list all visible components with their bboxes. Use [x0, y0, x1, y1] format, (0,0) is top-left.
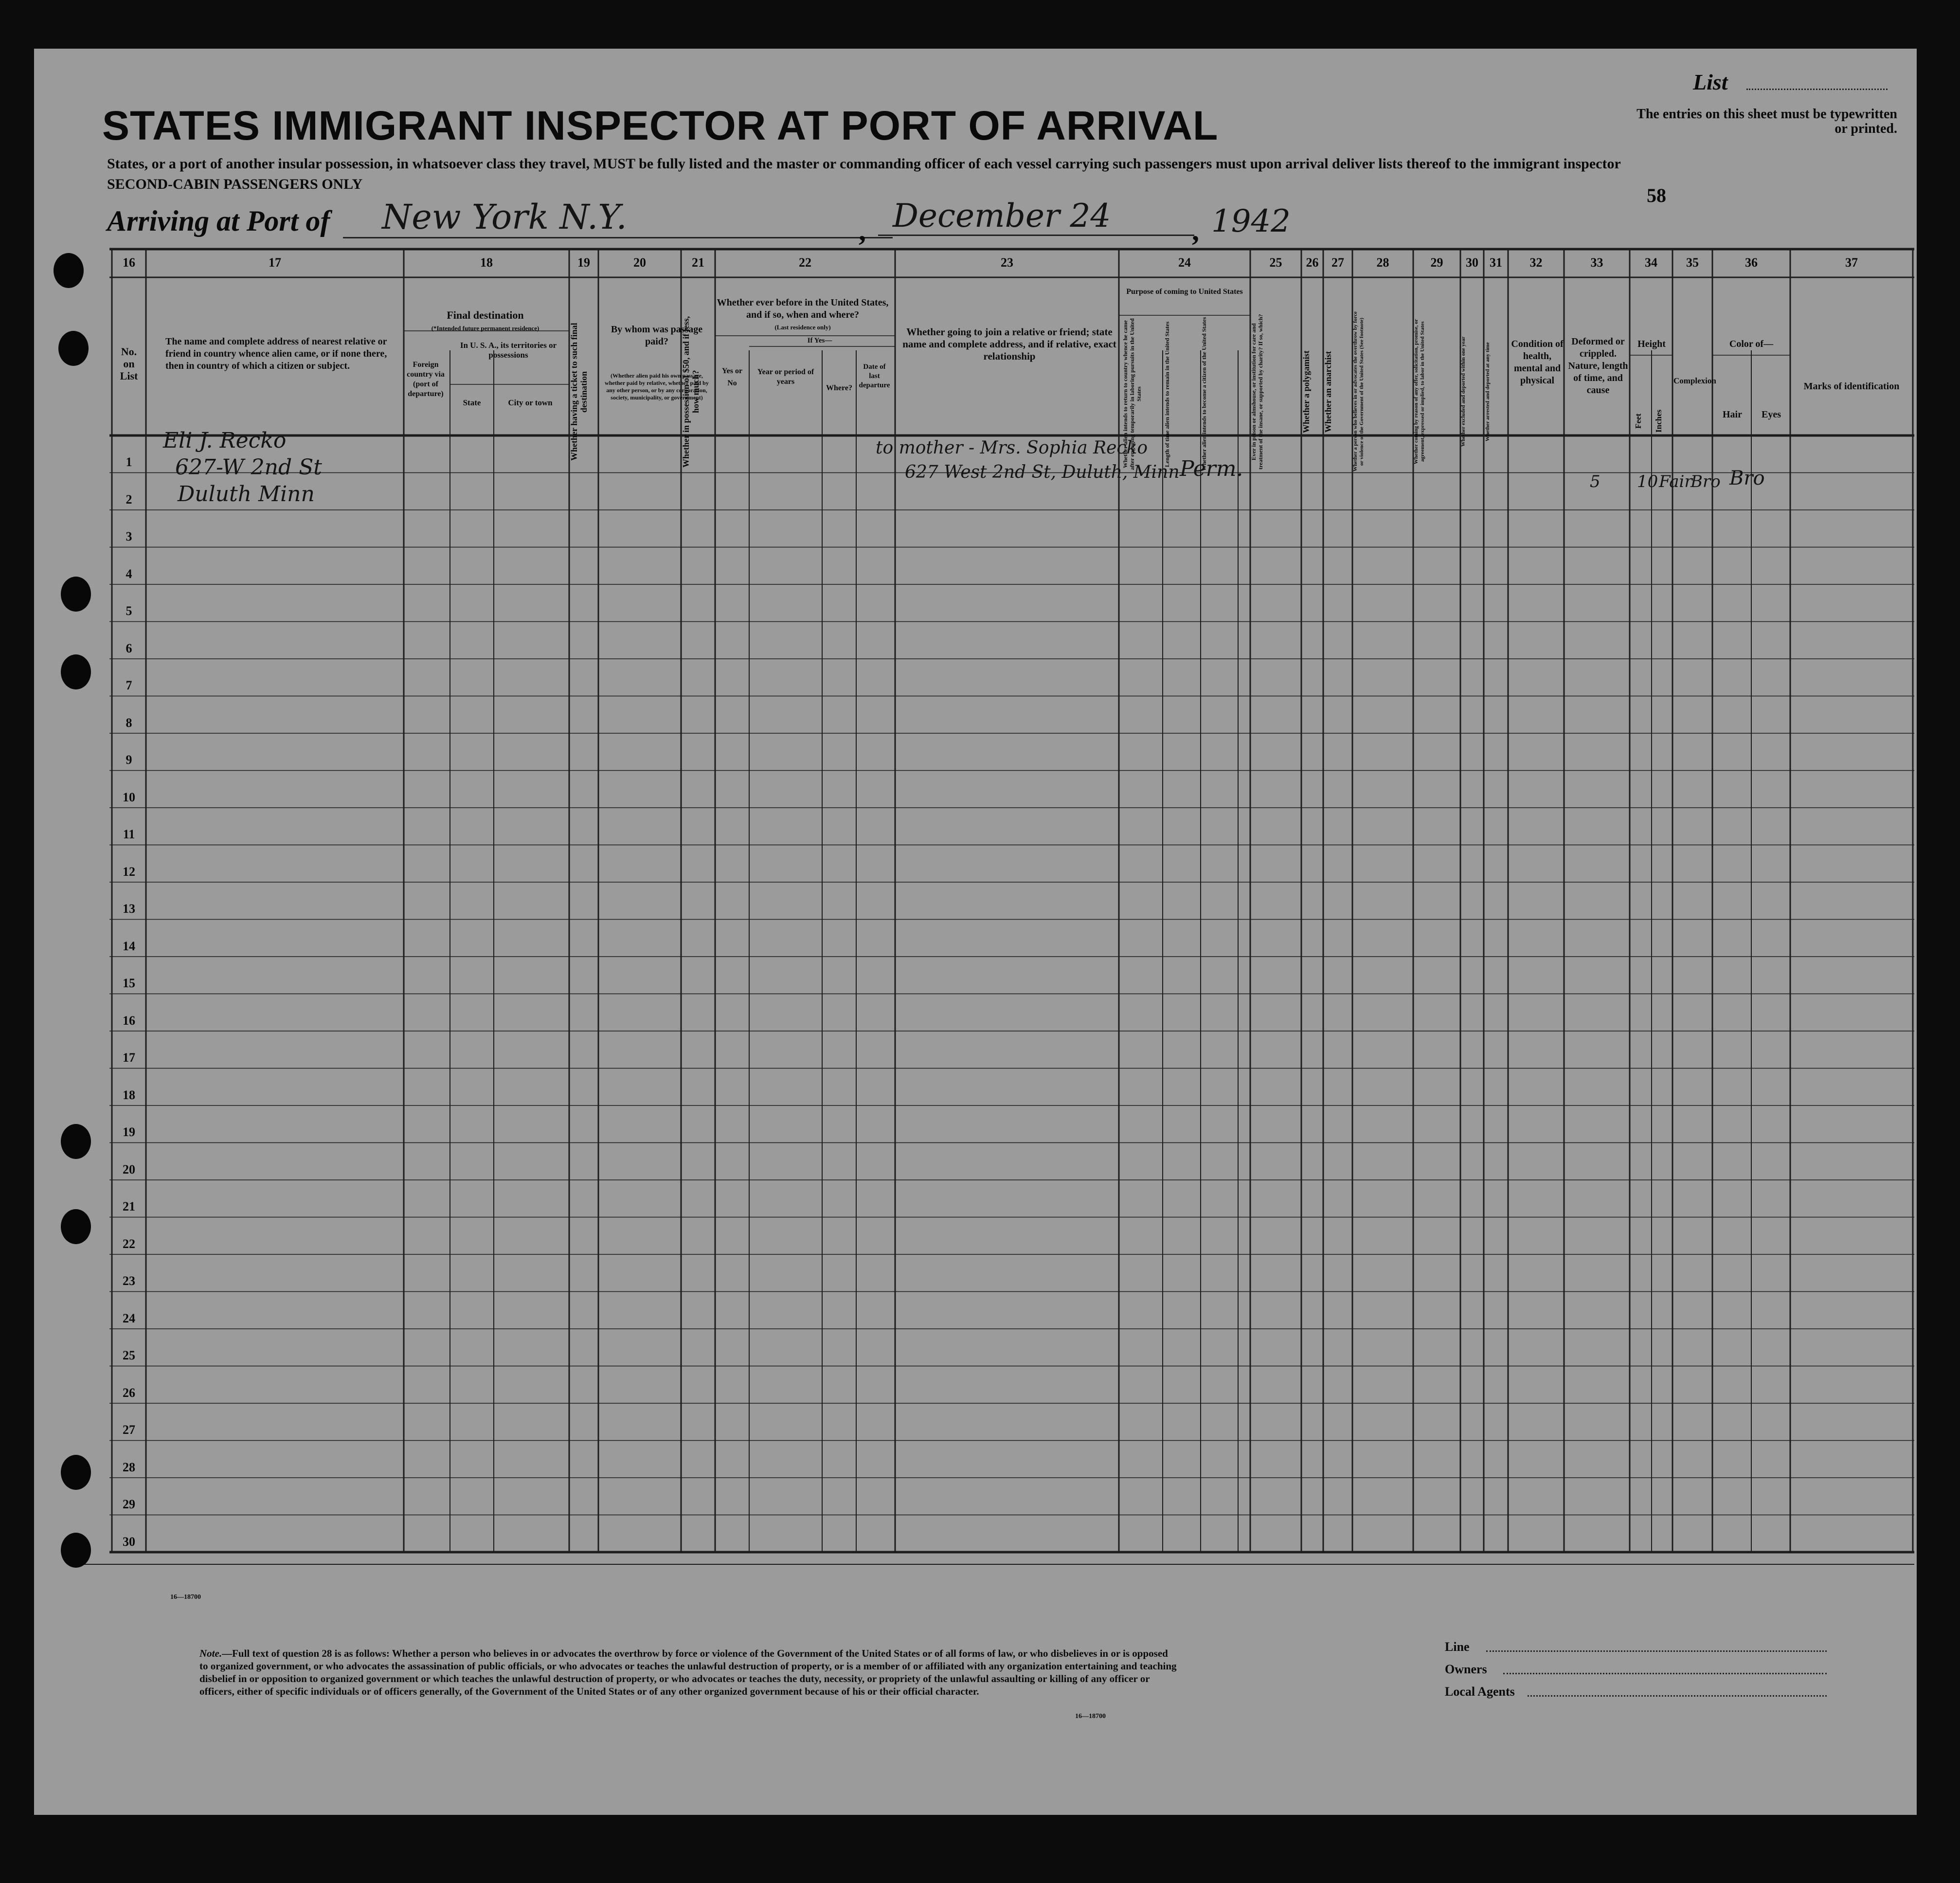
column-number-27: 27 — [1331, 255, 1344, 270]
row-1-feet: 5 — [1590, 472, 1600, 491]
footer-form-number: 16—18700 — [1075, 1713, 1106, 1720]
header-eyes: Eyes — [1762, 409, 1781, 420]
header-q29: Whether coming by reason of any offer, solicitation, promise, or agreement, expressed or implied, to labor in the United States — [1413, 319, 1425, 465]
row-number: 4 — [126, 566, 132, 581]
row-number: 29 — [123, 1497, 135, 1511]
comma-separator-2: , — [1192, 215, 1199, 247]
header-money: Whether in possession of $50, and if less, how much? — [681, 316, 701, 468]
column-number-18: 18 — [480, 255, 493, 270]
column-number-25: 25 — [1269, 255, 1282, 270]
header-anarchist: Whether an anarchist — [1323, 351, 1333, 433]
row-number: 1 — [126, 455, 132, 469]
row-number: 6 — [126, 641, 132, 655]
header-before-in-us: Whether ever before in the United States, and if so, when and where? — [717, 297, 889, 320]
header-deformed: Deformed or crippled. Nature, length of time, and cause — [1568, 336, 1628, 396]
column-number-30: 30 — [1466, 255, 1478, 270]
row-1-relative-name: Eli J. Recko — [163, 428, 287, 453]
row-1-relative-city: Duluth Minn — [178, 482, 315, 507]
column-number-17: 17 — [269, 255, 281, 270]
column-number-20: 20 — [633, 255, 646, 270]
header-marks: Marks of identification — [1803, 381, 1900, 392]
punch-hole — [61, 1124, 91, 1159]
header-passage-paid-note: (Whether alien paid his own passage, whether paid by relative, whether paid by any other person, or by any corporation, society, municipality, or government) — [605, 372, 709, 401]
header-final-destination: Final destination — [447, 309, 524, 321]
row-number: 9 — [126, 753, 132, 767]
row-1-inches: 10 — [1637, 472, 1658, 491]
header-q30: Whether excluded and deported within one year — [1460, 336, 1466, 447]
header-hair: Hair — [1723, 409, 1742, 420]
date-field: December 24 — [878, 197, 1194, 236]
agents-field — [1528, 1695, 1827, 1697]
row-1-eyes: Bro — [1729, 467, 1765, 489]
column-number-21: 21 — [692, 255, 704, 270]
line-field — [1486, 1650, 1827, 1652]
row-number: 22 — [123, 1236, 135, 1251]
header-joining-relative: Whether going to join a relative or friend; state name and complete address, and if relative, exact relationship — [902, 326, 1116, 362]
header-purpose-length: Length of time alien intends to remain in the United States — [1164, 321, 1170, 467]
header-height: Height — [1637, 339, 1666, 349]
row-number: 7 — [126, 678, 132, 692]
header-condition: Condition of health, mental and physical — [1511, 339, 1564, 386]
row-number: 12 — [123, 864, 135, 879]
header-yes-or-no: Yes or No — [721, 367, 743, 387]
row-1-purpose: Perm. — [1180, 456, 1243, 481]
punch-hole — [61, 577, 91, 612]
punch-hole — [61, 654, 91, 689]
footer-note-text: —Full text of question 28 is as follows: Whether a person who believes in or advocates the overthrow by force or violence of the Government of the United States or of all forms of law, or who disbelieves in or is opposed to organized government, or who advocates the assassination of public officials, or who advocates or teaches the unlawful destruction of property, or is a member of or affiliated with any organization entertaining and teaching disbelief in or opposition to organized government or which teaches the unlawful destruction of property, or who advocates or teaches the duty, necessity, or propriety of the unlawful assaulting or killing of any officer or officers, either of specific individuals or of officers generally, of the Government of the United States or of any other organized government because of his or their official character. — [199, 1648, 1177, 1697]
header-final-destination-note: (*Intended future permanent residence) — [431, 325, 539, 332]
column-number-36: 36 — [1745, 255, 1758, 270]
agents-label: Local Agents — [1445, 1684, 1515, 1699]
punch-hole — [58, 331, 89, 366]
punch-hole — [61, 1455, 91, 1490]
header-ticket: Whether having a ticket to such final destination — [569, 323, 589, 461]
row-number: 3 — [126, 529, 132, 543]
header-year-period: Year or period of years — [757, 368, 814, 386]
row-number: 15 — [123, 976, 135, 990]
arriving-label: Arriving at Port of — [107, 205, 330, 237]
owners-field — [1503, 1673, 1827, 1674]
column-number-28: 28 — [1376, 255, 1389, 270]
row-number: 5 — [126, 604, 132, 618]
page-title: STATES IMMIGRANT INSPECTOR AT PORT OF ARRIVAL — [102, 103, 1219, 148]
header-relative-abroad: The name and complete address of nearest relative or friend in country whence alien came, or if none there, then in country of which a citizen or subject. — [165, 336, 387, 371]
owners-label: Owners — [1445, 1662, 1487, 1676]
punch-hole — [61, 1209, 91, 1244]
form-subtitle: States, or a port of another insular possession, in whatsoever class they travel, MUST be fully listed and the master or commanding officer of each vessel carrying such passengers must upon arrival deliver lists thereof to the immigrant inspector — [107, 156, 1621, 172]
row-number: 25 — [123, 1348, 135, 1362]
column-number-26: 26 — [1306, 255, 1319, 270]
row-number: 18 — [123, 1087, 135, 1102]
header-prison: Ever in prison or almshouse, or institution for care and treatment of the insane, or supported by charity? If so, which? — [1250, 314, 1264, 470]
row-number: 11 — [123, 827, 135, 841]
row-number: 19 — [123, 1125, 135, 1139]
year-field: 1942 — [1211, 203, 1291, 239]
header-date-last-departure: Date of last departure — [859, 363, 890, 389]
line-label: Line — [1445, 1640, 1470, 1654]
header-inches: Inches — [1654, 409, 1663, 433]
row-number: 14 — [123, 939, 135, 953]
column-number-35: 35 — [1686, 255, 1699, 270]
row-number: 8 — [126, 715, 132, 730]
header-city: City or town — [508, 398, 553, 407]
row-number: 16 — [123, 1013, 135, 1028]
list-label: List — [1693, 70, 1728, 94]
row-number: 13 — [123, 902, 135, 916]
header-polygamist: Whether a polygamist — [1301, 350, 1311, 433]
footer-note — [199, 1647, 1177, 1698]
row-number: 28 — [123, 1460, 135, 1474]
header-q28: Whether a person who believes in or advocates the overthrow by force or violence of the Government of the United States (See footnote) — [1352, 311, 1365, 472]
header-if-yes: If Yes— — [807, 337, 832, 344]
row-number: 30 — [123, 1534, 135, 1549]
row-1-joining-relationship: to mother - Mrs. Sophia Recko — [876, 438, 1148, 458]
column-number-33: 33 — [1590, 255, 1603, 270]
header-complexion: Complexion — [1673, 376, 1716, 385]
row-number: 27 — [123, 1423, 135, 1437]
row-number: 2 — [126, 492, 132, 507]
punch-hole — [61, 1533, 91, 1568]
row-1-complexion: Fair — [1659, 472, 1692, 491]
header-q31: Whether arrested and deported at any time — [1485, 342, 1491, 441]
column-number-37: 37 — [1845, 255, 1858, 270]
header-color-of: Color of— — [1729, 339, 1774, 349]
punch-hole — [54, 253, 84, 288]
footer-note-label: Note. — [199, 1648, 222, 1659]
row-number: 26 — [123, 1385, 135, 1400]
row-1-hair: Bro — [1690, 472, 1721, 491]
form-number: 16—18700 — [170, 1593, 201, 1601]
row-number: 21 — [123, 1199, 135, 1213]
column-number-31: 31 — [1490, 255, 1502, 270]
page-number: 58 — [1647, 184, 1666, 206]
comma-separator: , — [859, 215, 866, 247]
column-number-22: 22 — [799, 255, 811, 270]
class-line: SECOND-CABIN PASSENGERS ONLY — [107, 176, 363, 192]
row-number: 23 — [123, 1274, 135, 1288]
header-purpose-citizen: Whether alien intends to become a citizen of the United States — [1201, 317, 1207, 471]
port-field: New York N.Y. — [343, 197, 893, 238]
column-number-19: 19 — [577, 255, 590, 270]
header-foreign-country: Foreign country via (port of departure) — [407, 361, 445, 398]
header-passage-paid: By whom was passage paid? — [611, 324, 703, 347]
header-state: State — [463, 398, 481, 407]
manifest-grid — [34, 49, 1917, 1815]
header-where: Where? — [826, 384, 852, 392]
header-last-residence: (Last residence only) — [774, 324, 831, 331]
header-in-usa: In U. S. A., its territories or possessions — [460, 341, 557, 360]
header-purpose-return: Whether alien intends to return to country whence he came after engaging temporarily in laboring pursuits in the United States — [1122, 318, 1142, 470]
row-number: 17 — [123, 1050, 135, 1065]
column-number-23: 23 — [1001, 255, 1013, 270]
column-number-29: 29 — [1430, 255, 1443, 270]
manifest-sheet — [34, 49, 1917, 1815]
header-no-on-list: No. on List — [120, 345, 138, 382]
row-1-joining-address: 627 West 2nd St, Duluth, Minn — [905, 462, 1180, 482]
column-number-34: 34 — [1645, 255, 1657, 270]
row-number: 10 — [123, 790, 135, 804]
typewritten-note: The entries on this sheet must be typewritten or printed. — [1636, 107, 1897, 136]
row-number: 24 — [123, 1311, 135, 1325]
row-number: 20 — [123, 1162, 135, 1177]
column-number-16: 16 — [123, 255, 135, 270]
header-purpose: Purpose of coming to United States — [1126, 288, 1243, 296]
column-number-24: 24 — [1178, 255, 1191, 270]
row-1-relative-street: 627-W 2nd St — [175, 455, 322, 480]
header-feet: Feet — [1634, 413, 1643, 429]
column-number-32: 32 — [1529, 255, 1543, 270]
